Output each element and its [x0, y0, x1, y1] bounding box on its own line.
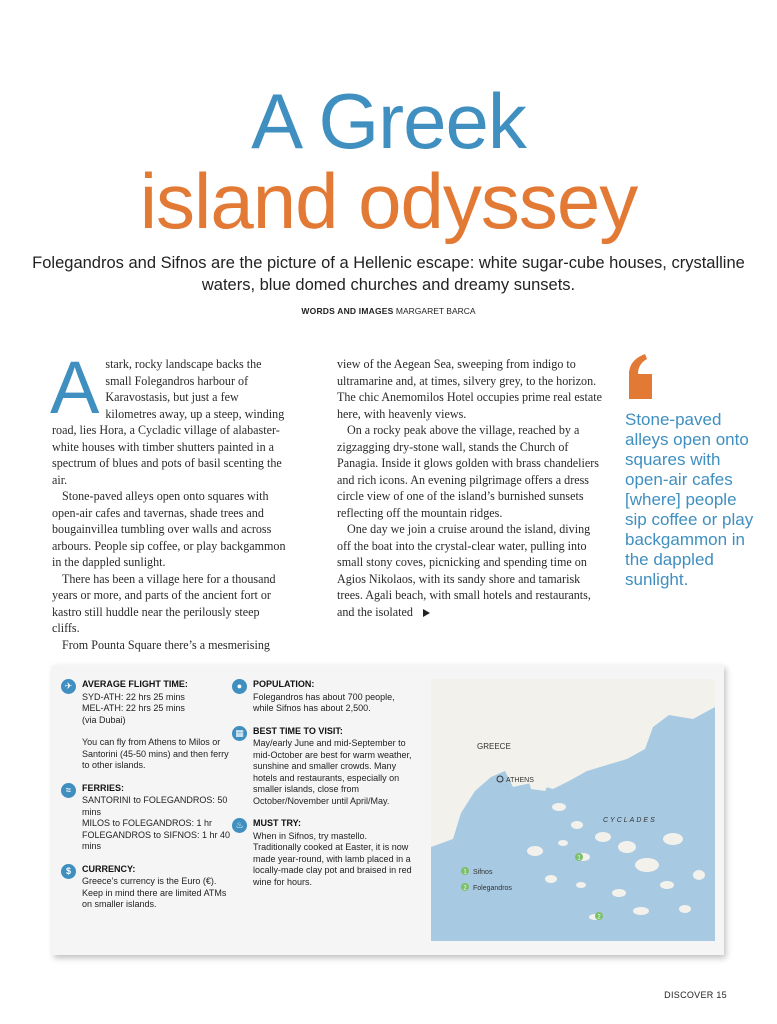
best-time-text: May/early June and mid-September to mid-October are best for warm weather, sunshine and smaller crowds. Many hotels and restaurants, especially on smaller islands, close from October/November until April/May. [253, 738, 412, 806]
flight-info [61, 679, 231, 772]
map [431, 679, 715, 941]
map-legend [461, 867, 512, 892]
body-paragraph: Astark, rocky landscape backs the small Folegandros harbour of Karavostasis, but just a few kilometres away, up a steep, winding road, lies Hora, a Cycladic village of alabaster-white houses with timber shutters painted in a spectrum of blues and pots of basil scenting the air. [50, 346, 285, 487]
person-icon: ● [232, 679, 247, 694]
body-paragraph: One day we join a cruise around the island, diving off the boat into the crystal-clear water, pulling into small stony coves, picnicking and spending time on Agios Nikolaos, with its sandy shore and tamarisk trees. Agali beach, with small hotels and restaurants, and the isolated [337, 522, 591, 619]
body-paragraph: Stone-paved alleys open onto squares with open-air cafes and tavernas, shade trees and bougainvillea tumbling over walls and across arbours. People sip coffee, or play backgammon in the dappled sunlight. [52, 489, 286, 569]
plane-icon: ✈ [61, 679, 76, 694]
ferry-icon: ≈ [61, 783, 76, 798]
must-try-info [232, 818, 412, 888]
standfirst: Folegandros and Sifnos are the picture of a Hellenic escape: white sugar-cube houses, crystalline waters, blue domed churches and dreamy sunsets. [32, 254, 745, 294]
flight-note: You can fly from Athens to Milos or Santorini (45-50 mins) and then ferry to other islands. [82, 737, 229, 770]
byline-author: MARGARET BARCA [395, 306, 476, 316]
byline [0, 306, 777, 316]
legend-num-2: 2 [463, 885, 467, 892]
title-line-2: island odyssey [139, 157, 638, 245]
currency-heading: CURRENCY: [82, 863, 136, 874]
ferries-heading: FERRIES: [82, 782, 125, 793]
dropcap: A [50, 346, 100, 429]
continue-arrow-icon [423, 609, 430, 617]
info-box [52, 665, 724, 955]
title-line-1: A Greek [251, 77, 526, 165]
body-paragraph: On a rocky peak above the village, reached by a zigzagging dry-stone wall, stands the Church of Panagia. Inside it glows golden with brass chandeliers and rich icons. An evening pilgrimage offers a dress circle view of one of the island’s burnished sunsets reflecting off the mountain ridges. [337, 423, 599, 520]
best-time-heading: BEST TIME TO VISIT: [253, 725, 343, 736]
legend-sifnos: Sifnos [473, 869, 493, 876]
body-column-1 [50, 346, 288, 653]
page-folio: DISCOVER 15 [664, 990, 727, 1000]
calendar-icon: ▦ [232, 726, 247, 741]
population-info [232, 679, 412, 715]
body-paragraph: view of the Aegean Sea, sweeping from indigo to ultramarine and, at times, silvery grey, to the horizon. The chic Anemomilos Hotel occupies prime real estate here, with heavenly views. [337, 357, 602, 421]
quote-mark-icon [625, 354, 652, 399]
food-icon: ♨ [232, 818, 247, 833]
ferries-text: SANTORINI to FOLEGANDROS: 50 mins MILOS to FOLEGANDROS: 1 hr FOLEGANDROS to SIFNOS: 1 hr 40 mins [82, 795, 231, 851]
legend-folegandros: Folegandros [473, 885, 512, 892]
map-marker-2-label: 2 [597, 914, 601, 921]
must-try-heading: MUST TRY: [253, 818, 301, 828]
currency-text: Greece’s currency is the Euro (€). Keep in mind there are limited ATMs on smaller islands. [82, 876, 227, 909]
map-label-cyclades: CYCLADES [603, 817, 657, 824]
population-heading: POPULATION: [253, 679, 315, 689]
map-label-athens: ATHENS [506, 777, 534, 784]
byline-label: WORDS AND IMAGES [301, 306, 394, 316]
currency-info [61, 864, 231, 911]
legend-num-1: 1 [463, 869, 467, 876]
map-label-greece: GREECE [477, 742, 511, 751]
map-marker-1-label: 1 [577, 855, 581, 862]
info-column-2 [232, 679, 412, 899]
flight-times: SYD-ATH: 22 hrs 25 mins MEL-ATH: 22 hrs 25 mins (via Dubai) [82, 691, 185, 725]
body-paragraph: There has been a village here for a thousand years or more, and parts of the ancient fort or kastro still huddle near the perilously steep cliffs. [52, 571, 276, 635]
mainland-greece [431, 679, 715, 847]
best-time-info [232, 726, 412, 808]
pull-quote: Stone-paved alleys open onto squares with open-air cafes [where] people sip coffee or play backgammon in the dappled sunlight. [625, 410, 754, 589]
body-paragraph: From Pounta Square there’s a mesmerising [62, 637, 270, 652]
athens-marker [497, 776, 503, 782]
map-graphic [431, 679, 715, 941]
ferries-info [61, 783, 231, 853]
must-try-text: When in Sifnos, try mastello. Traditionally cooked at Easter, it is now made year-round, with lamb placed in a locally-made clay pot and braised in red wine for hours. [253, 830, 412, 887]
body-column-2 [337, 356, 605, 620]
population-text: Folegandros has about 700 people, while Sifnos has about 2,500. [253, 691, 395, 713]
info-column-1 [61, 679, 231, 922]
flight-heading: AVERAGE FLIGHT TIME: [82, 679, 188, 689]
currency-icon: $ [61, 864, 76, 879]
